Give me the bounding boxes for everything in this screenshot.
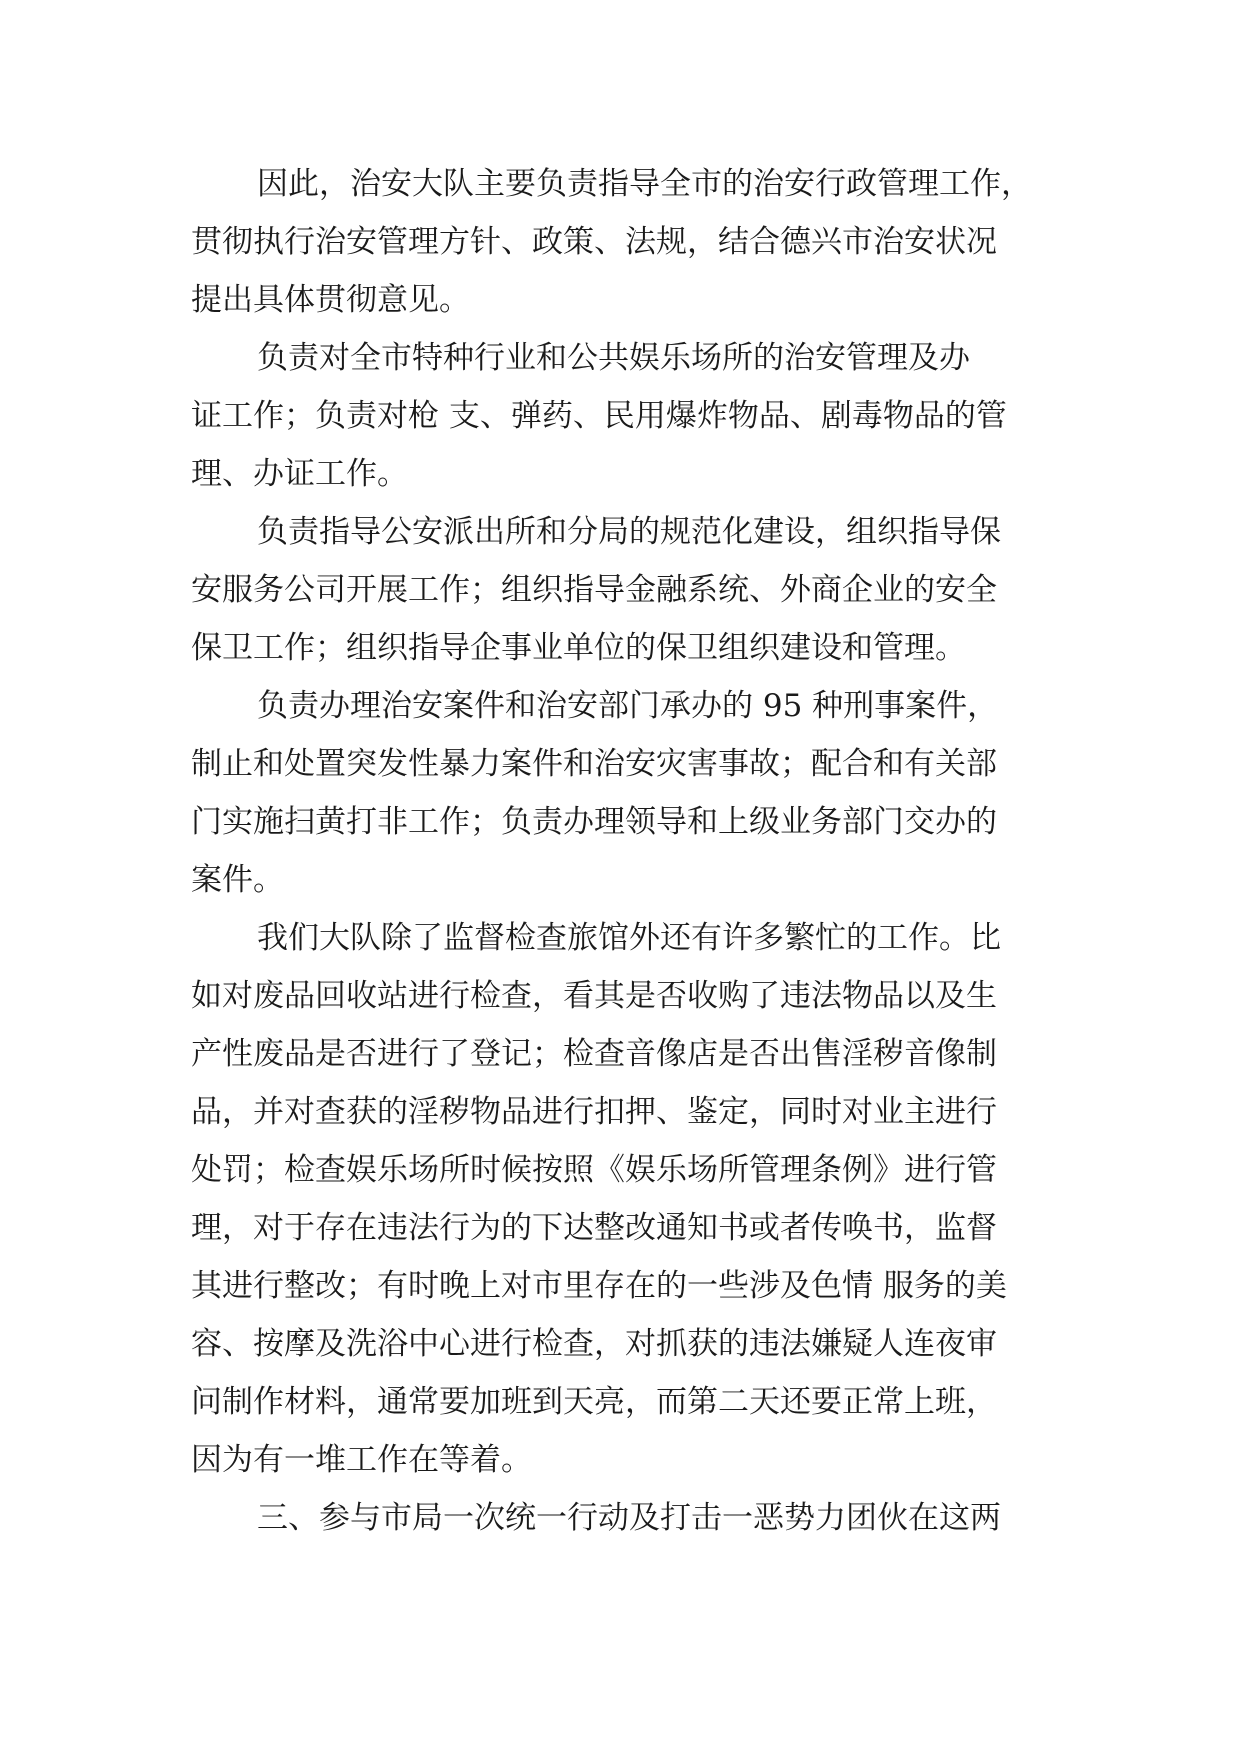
text-line: 负责办理治安案件和治安部门承办的 95 种刑事案件，: [257, 688, 999, 724]
text-line: 负责对全市特种行业和公共娱乐场所的治安管理及办: [257, 340, 970, 376]
text-line: 负责指导公安派出所和分局的规范化建设，组织指导保: [257, 514, 1001, 550]
text-line: 三、参与市局一次统一行动及打击一恶势力团伙在这两: [257, 1500, 1001, 1536]
text-line: 其进行整改；有时晚上对市里存在的一些涉及色情 服务的美: [191, 1268, 1007, 1304]
text-line: 如对废品回收站进行检查，看其是否收购了违法物品以及生: [191, 978, 997, 1014]
text-line: 问制作材料，通常要加班到天亮，而第二天还要正常上班，: [191, 1384, 997, 1420]
text-line: 安服务公司开展工作；组织指导金融系统、外商企业的安全: [191, 572, 997, 608]
text-line: 理，对于存在违法行为的下达整改通知书或者传唤书，监督: [191, 1210, 997, 1246]
text-line: 制止和处置突发性暴力案件和治安灾害事故；配合和有关部: [191, 746, 997, 782]
text-line: 品，并对查获的淫秽物品进行扣押、鉴定，同时对业主进行: [191, 1094, 997, 1130]
text-line: 贯彻执行治安管理方针、政策、法规，结合德兴市治安状况: [191, 224, 997, 260]
text-line: 提出具体贯彻意见。: [191, 282, 470, 318]
text-line: 容、按摩及洗浴中心进行检查，对抓获的违法嫌疑人连夜审: [191, 1326, 997, 1362]
text-line: 产性废品是否进行了登记；检查音像店是否出售淫秽音像制: [191, 1036, 997, 1072]
text-line: 证工作；负责对枪 支、弹药、民用爆炸物品、剧毒物品的管: [191, 398, 1007, 434]
text-line: 因此，治安大队主要负责指导全市的治安行政管理工作，: [257, 166, 1032, 202]
text-line: 门实施扫黄打非工作；负责办理领导和上级业务部门交办的: [191, 804, 997, 840]
text-line: 理、办证工作。: [191, 456, 408, 492]
text-line: 因为有一堆工作在等着。: [191, 1442, 532, 1478]
text-line: 我们大队除了监督检查旅馆外还有许多繁忙的工作。比: [257, 920, 1001, 956]
text-line: 处罚；检查娱乐场所时候按照《娱乐场所管理条例》进行管: [191, 1152, 997, 1188]
text-line: 保卫工作；组织指导企事业单位的保卫组织建设和管理。: [191, 630, 966, 666]
text-line: 案件。: [191, 862, 284, 898]
